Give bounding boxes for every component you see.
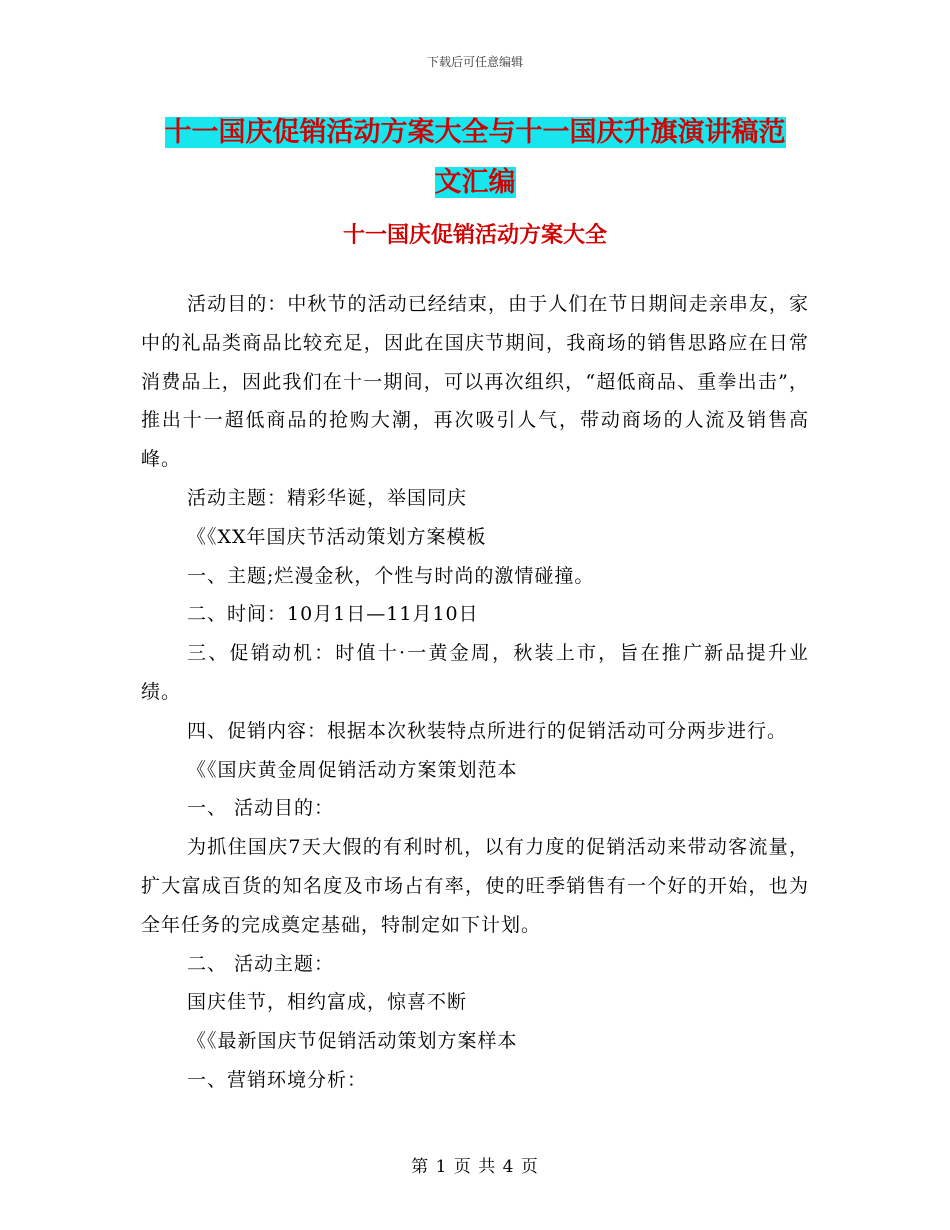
paragraph: 为抓住国庆7天大假的有利时机，以有力度的促销活动来带动客流量，扩大富成百货的知名度及市场占有率，使的旺季销售有一个好的开始，也为全年任务的完成奠定基础，特制定如下计划。 <box>141 836 809 936</box>
paragraph: 活动主题：精彩华诞，举国同庆 <box>187 486 468 509</box>
paragraph: 一、营销环境分析： <box>187 1068 368 1091</box>
paragraph: 二、 活动主题： <box>187 952 335 975</box>
document-title <box>140 108 810 208</box>
paragraph: 《《XX年国庆节活动策划方案模板 <box>187 525 487 548</box>
paragraph: 一、 活动目的： <box>187 797 335 820</box>
paragraph: 四、促销内容：根据本次秋装特点所进行的促销活动可分两步进行。 <box>187 719 788 742</box>
paragraph: 《《国庆黄金周促销活动方案策划范本 <box>187 758 518 781</box>
section-title: 十一国庆促销活动方案大全 <box>342 223 607 248</box>
paragraph: 国庆佳节，相约富成，惊喜不断 <box>187 991 468 1014</box>
document-title-line-1: 十一国庆促销活动方案大全与十一国庆升旗演讲稿范 <box>164 117 786 148</box>
paragraph: 一、主题;烂漫金秋，个性与时尚的激情碰撞。 <box>187 564 595 587</box>
paragraph: 三、促销动机：时值十·一黄金周，秋装上市，旨在推广新品提升业绩。 <box>141 642 809 703</box>
page-header-note: 下载后可任意编辑 <box>426 55 523 69</box>
paragraph: 二、时间：10月1日—11月10日 <box>187 603 479 626</box>
page-number-footer: 第 1 页 共 4 页 <box>411 1157 539 1177</box>
document-title-line-2: 文汇编 <box>434 167 516 198</box>
paragraph: 《《最新国庆节促销活动策划方案样本 <box>187 1030 518 1053</box>
paragraph: 活动目的：中秋节的活动已经结束，由于人们在节日期间走亲串友，家中的礼品类商品比较充足，因此在国庆节期间，我商场的销售思路应在日常消费品上，因此我们在十一期间，可以再次组织，“超低商品、重拳出击”，推出十一超低商品的抢购大潮，再次吸引人气，带动商场的人流及销售高峰。 <box>141 293 809 471</box>
document-body <box>141 285 809 1100</box>
